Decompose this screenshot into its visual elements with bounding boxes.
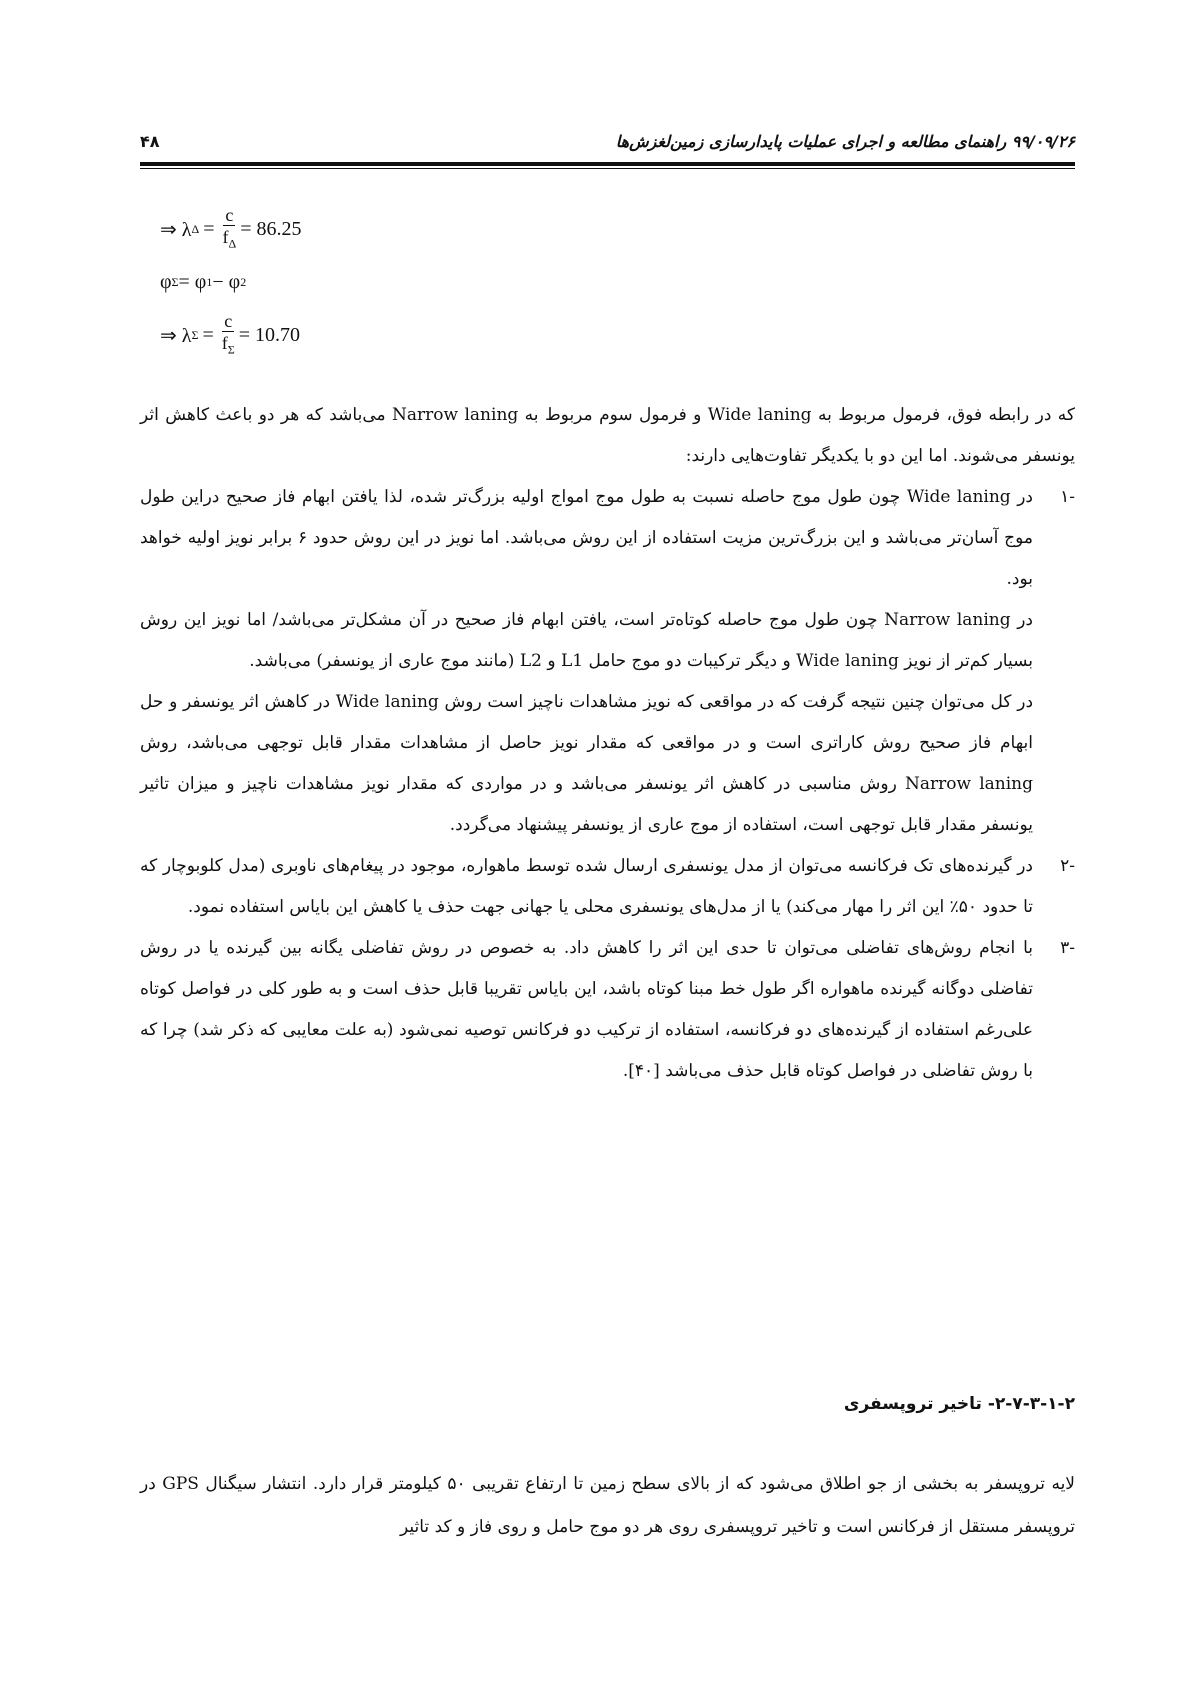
fraction-numerator: c xyxy=(224,310,233,331)
header-rule-thin xyxy=(140,168,1075,169)
list-marker: -۱ xyxy=(1060,487,1075,507)
formula-phi-sigma xyxy=(160,268,301,296)
formula-text: ⇒ λ xyxy=(160,324,192,347)
formula-lambda-delta: ⇒ λ Δ = $\frac{c}{f_\Delta}$ = 86.25 xyxy=(160,204,302,251)
formula-text: ⇒ λ xyxy=(160,218,192,241)
fraction xyxy=(222,206,236,253)
formula-text: = φ xyxy=(178,270,207,293)
list-item-text: با انجام روش‌های تفاضلی می‌توان تا حدی این اثر را کاهش داد. به خصوص در روش تفاضلی یگانه بین گیرنده یا در روش تفاضلی دوگانه گیرنده ماهواره اگر طول خط مبنا کوتاه باشد، این بایاس تقریبا قابل حذف است و به طور کلی در فواصل کوتاه علی‌رغم استفاده از گیرنده‌های دو فرکانسه، استفاده از ترکیب دو فرکانس توصیه نمی‌شود (به علت معایبی که ذکر شد) چرا که با روش تفاضلی در فواصل کوتاه قابل حذف می‌باشد [۴۰]. xyxy=(140,938,1033,1081)
formula-sub: Σ xyxy=(191,327,199,342)
header-rule-thick xyxy=(140,162,1075,166)
list-item-3 xyxy=(140,928,1075,1092)
formula-text: f xyxy=(221,332,228,353)
running-title: ۹۹/۰۹/۲۶ راهنمای مطالعه و اجرای عملیات پایدارسازی زمین‌لغزش‌ها xyxy=(615,132,1075,151)
formula-sub: Δ xyxy=(191,221,200,236)
page-header xyxy=(140,128,1075,158)
formula-sub: Σ xyxy=(171,274,179,289)
formula-text: − φ xyxy=(212,270,241,293)
formula-value: = 10.70 xyxy=(238,323,300,346)
formula-text: φ xyxy=(160,270,172,293)
list-item-text: در Wide laning چون طول موج حاصله نسبت به طول موج امواج اولیه بزرگ‌تر شده، لذا یافتن ابهام فاز صحیح دراین طول موج آسان‌تر می‌باشد و این بزرگ‌ترین مزیت استفاده از این روش می‌باشد. اما نویز در این روش حدود ۶ برابر نویز اولیه خواهد بود. xyxy=(140,487,1034,589)
formula-sub: 2 xyxy=(240,274,247,289)
fraction-denominator xyxy=(222,226,236,253)
page-number: ۴۸ xyxy=(140,132,160,151)
formula-sub: 1 xyxy=(206,274,213,289)
formula-sub: Δ xyxy=(228,236,237,251)
list-item-1 xyxy=(140,477,1075,600)
fraction-numerator: c xyxy=(225,204,234,225)
fraction xyxy=(222,312,235,359)
formula-block xyxy=(160,204,302,374)
section-heading: ۲-۷-۳-۱-۲- تاخیر تروپسفری xyxy=(843,1394,1075,1414)
list-marker: -۲ xyxy=(1060,856,1075,876)
list-item-continuation: در Narrow laning چون طول موج حاصله کوتاه‌تر است، یافتن ابهام فاز صحیح در آن مشکل‌تر می‌باشد/ اما نویز این روش بسیار کم‌تر از نویز Wide laning و دیگر ترکیبات دو موج حامل L1 و L2 (مانند موج عاری از یونسفر) می‌باشد. xyxy=(140,610,1033,671)
final-paragraph: لایه تروپسفر به بخشی از جو اطلاق می‌شود که از بالای سطح زمین تا ارتفاع تقریبی ۵۰ کیلومتر قرار دارد. انتشار سیگنال GPS در تروپسفر مستقل از فرکانس است و تاخیر تروپسفری روی هر دو موج حامل و روی فاز و کد تاثیر xyxy=(140,1474,1076,1537)
formula-value: = 86.25 xyxy=(240,217,302,240)
list-item-continuation: در کل می‌توان چنین نتیجه گرفت که در مواقعی که نویز مشاهدات ناچیز است روش Wide laning در کاهش اثر یونسفر و حل ابهام فاز صحیح روش کاراتری است و در مواقعی که مقدار نویز حاصل از مشاهدات مقدار قابل توجهی می‌باشد، روش Narrow laning روش مناسبی در کاهش اثر یونسفر می‌باشد و در مواردی که مقدار نویز مشاهدات ناچیز و میزان تاثیر یونسفر مقدار قابل توجهی است، استفاده از موج عاری از یونسفر پیشنهاد می‌گردد. xyxy=(140,692,1034,835)
list-marker: -۳ xyxy=(1060,938,1075,958)
fraction-denominator xyxy=(222,332,235,359)
body-text xyxy=(140,395,1075,1092)
list-item-2 xyxy=(140,846,1075,928)
formula-sub: Σ xyxy=(227,342,235,357)
formula-text: f xyxy=(222,226,229,247)
list-item-text: در گیرنده‌های تک فرکانسه می‌توان از مدل یونسفری ارسال شده توسط ماهواره، موجود در پیغام‌های ناوبری (مدل کلوبوچار که تا حدود ۵۰٪ این اثر را مهار می‌کند) یا از مدل‌های یونسفری محلی یا جهانی جهت حذف یا کاهش این بایاس استفاده نمود. xyxy=(140,856,1033,917)
formula-lambda-sigma: ⇒ λ Σ = $\frac{c}{f_\Sigma}$ = 10.70 xyxy=(160,310,300,357)
intro-paragraph: که در رابطه فوق، فرمول مربوط به Wide laning و فرمول سوم مربوط به Narrow laning می‌باشد که هر دو باعث کاهش اثر یونسفر می‌شوند. اما این دو با یکدیگر تفاوت‌هایی دارند: xyxy=(140,405,1075,466)
